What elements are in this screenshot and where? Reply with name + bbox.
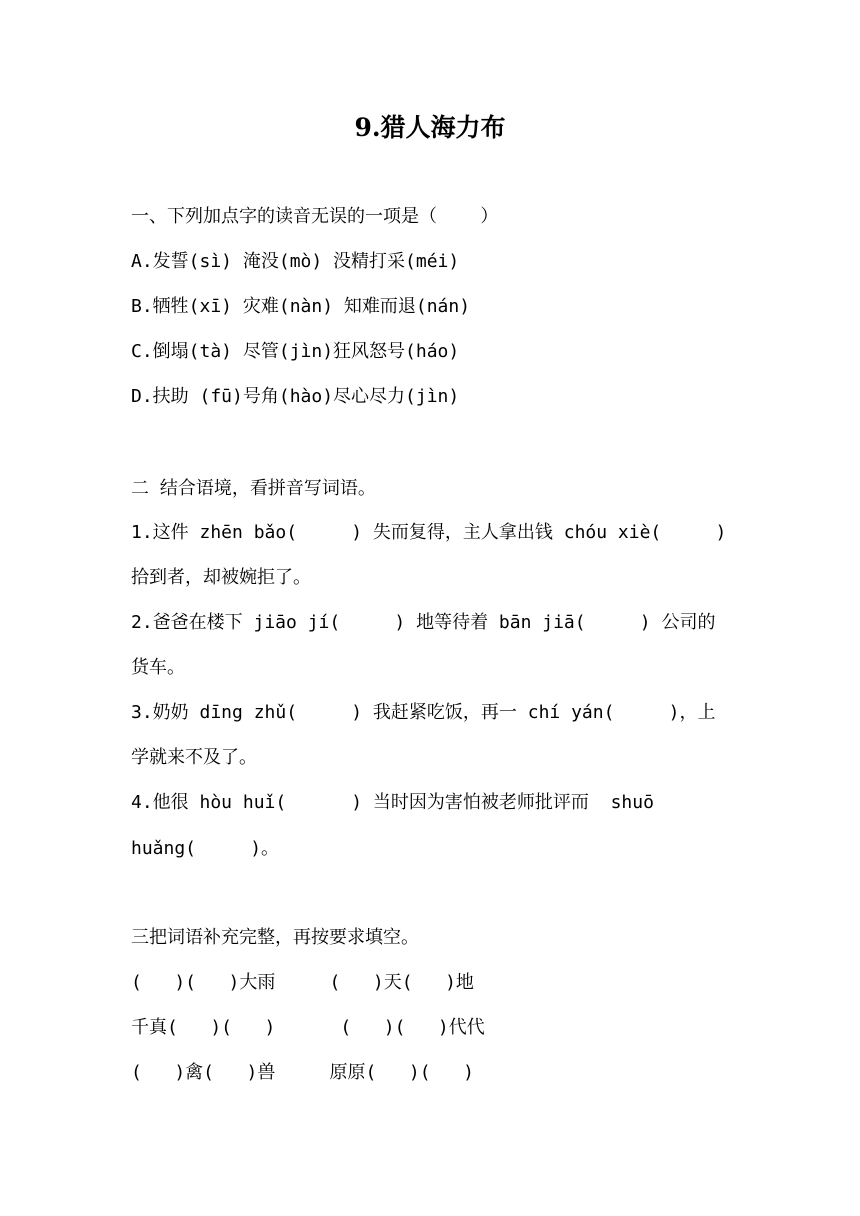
section2-line-5: 3.奶奶 dīng zhǔ( ) 我赶紧吃饭，再一 chí yán( )，上	[131, 702, 716, 723]
section2-heading: 二 结合语境，看拼音写词语。	[131, 478, 376, 499]
section2-line-2: 拾到者，却被婉拒了。	[131, 567, 311, 588]
section1-heading: 一、下列加点字的读音无误的一项是（ ）	[131, 206, 499, 227]
option-a: A.发誓(sì) 淹没(mò) 没精打采(méi)	[131, 251, 460, 272]
section3-heading: 三把词语补充完整，再按要求填空。	[131, 927, 419, 948]
idiom-row-1: ( )( )大雨 ( )天( )地	[131, 972, 474, 993]
page-title: 9.猎人海力布	[354, 113, 506, 142]
section2-line-8: huǎng( )。	[131, 838, 280, 859]
option-c: C.倒塌(tà) 尽管(jìn)狂风怒号(háo)	[131, 341, 460, 362]
section2-line-4: 货车。	[131, 657, 185, 678]
idiom-row-3: ( )禽( )兽 原原( )( )	[131, 1062, 474, 1083]
idiom-row-2: 千真( )( ) ( )( )代代	[131, 1017, 485, 1038]
section2-line-7: 4.他很 hòu huǐ( ) 当时因为害怕被老师批评而 shuō	[131, 792, 654, 813]
section2-line-6: 学就来不及了。	[131, 747, 257, 768]
section2-line-1: 1.这件 zhēn bǎo( ) 失而复得，主人拿出钱 chóu xiè( )	[131, 522, 727, 543]
section2-line-3: 2.爸爸在楼下 jiāo jí( ) 地等待着 bān jiā( ) 公司的	[131, 612, 716, 633]
option-d: D.扶助 (fū)号角(hào)尽心尽力(jìn)	[131, 386, 460, 407]
option-b: B.牺牲(xī) 灾难(nàn) 知难而退(nán)	[131, 296, 471, 317]
